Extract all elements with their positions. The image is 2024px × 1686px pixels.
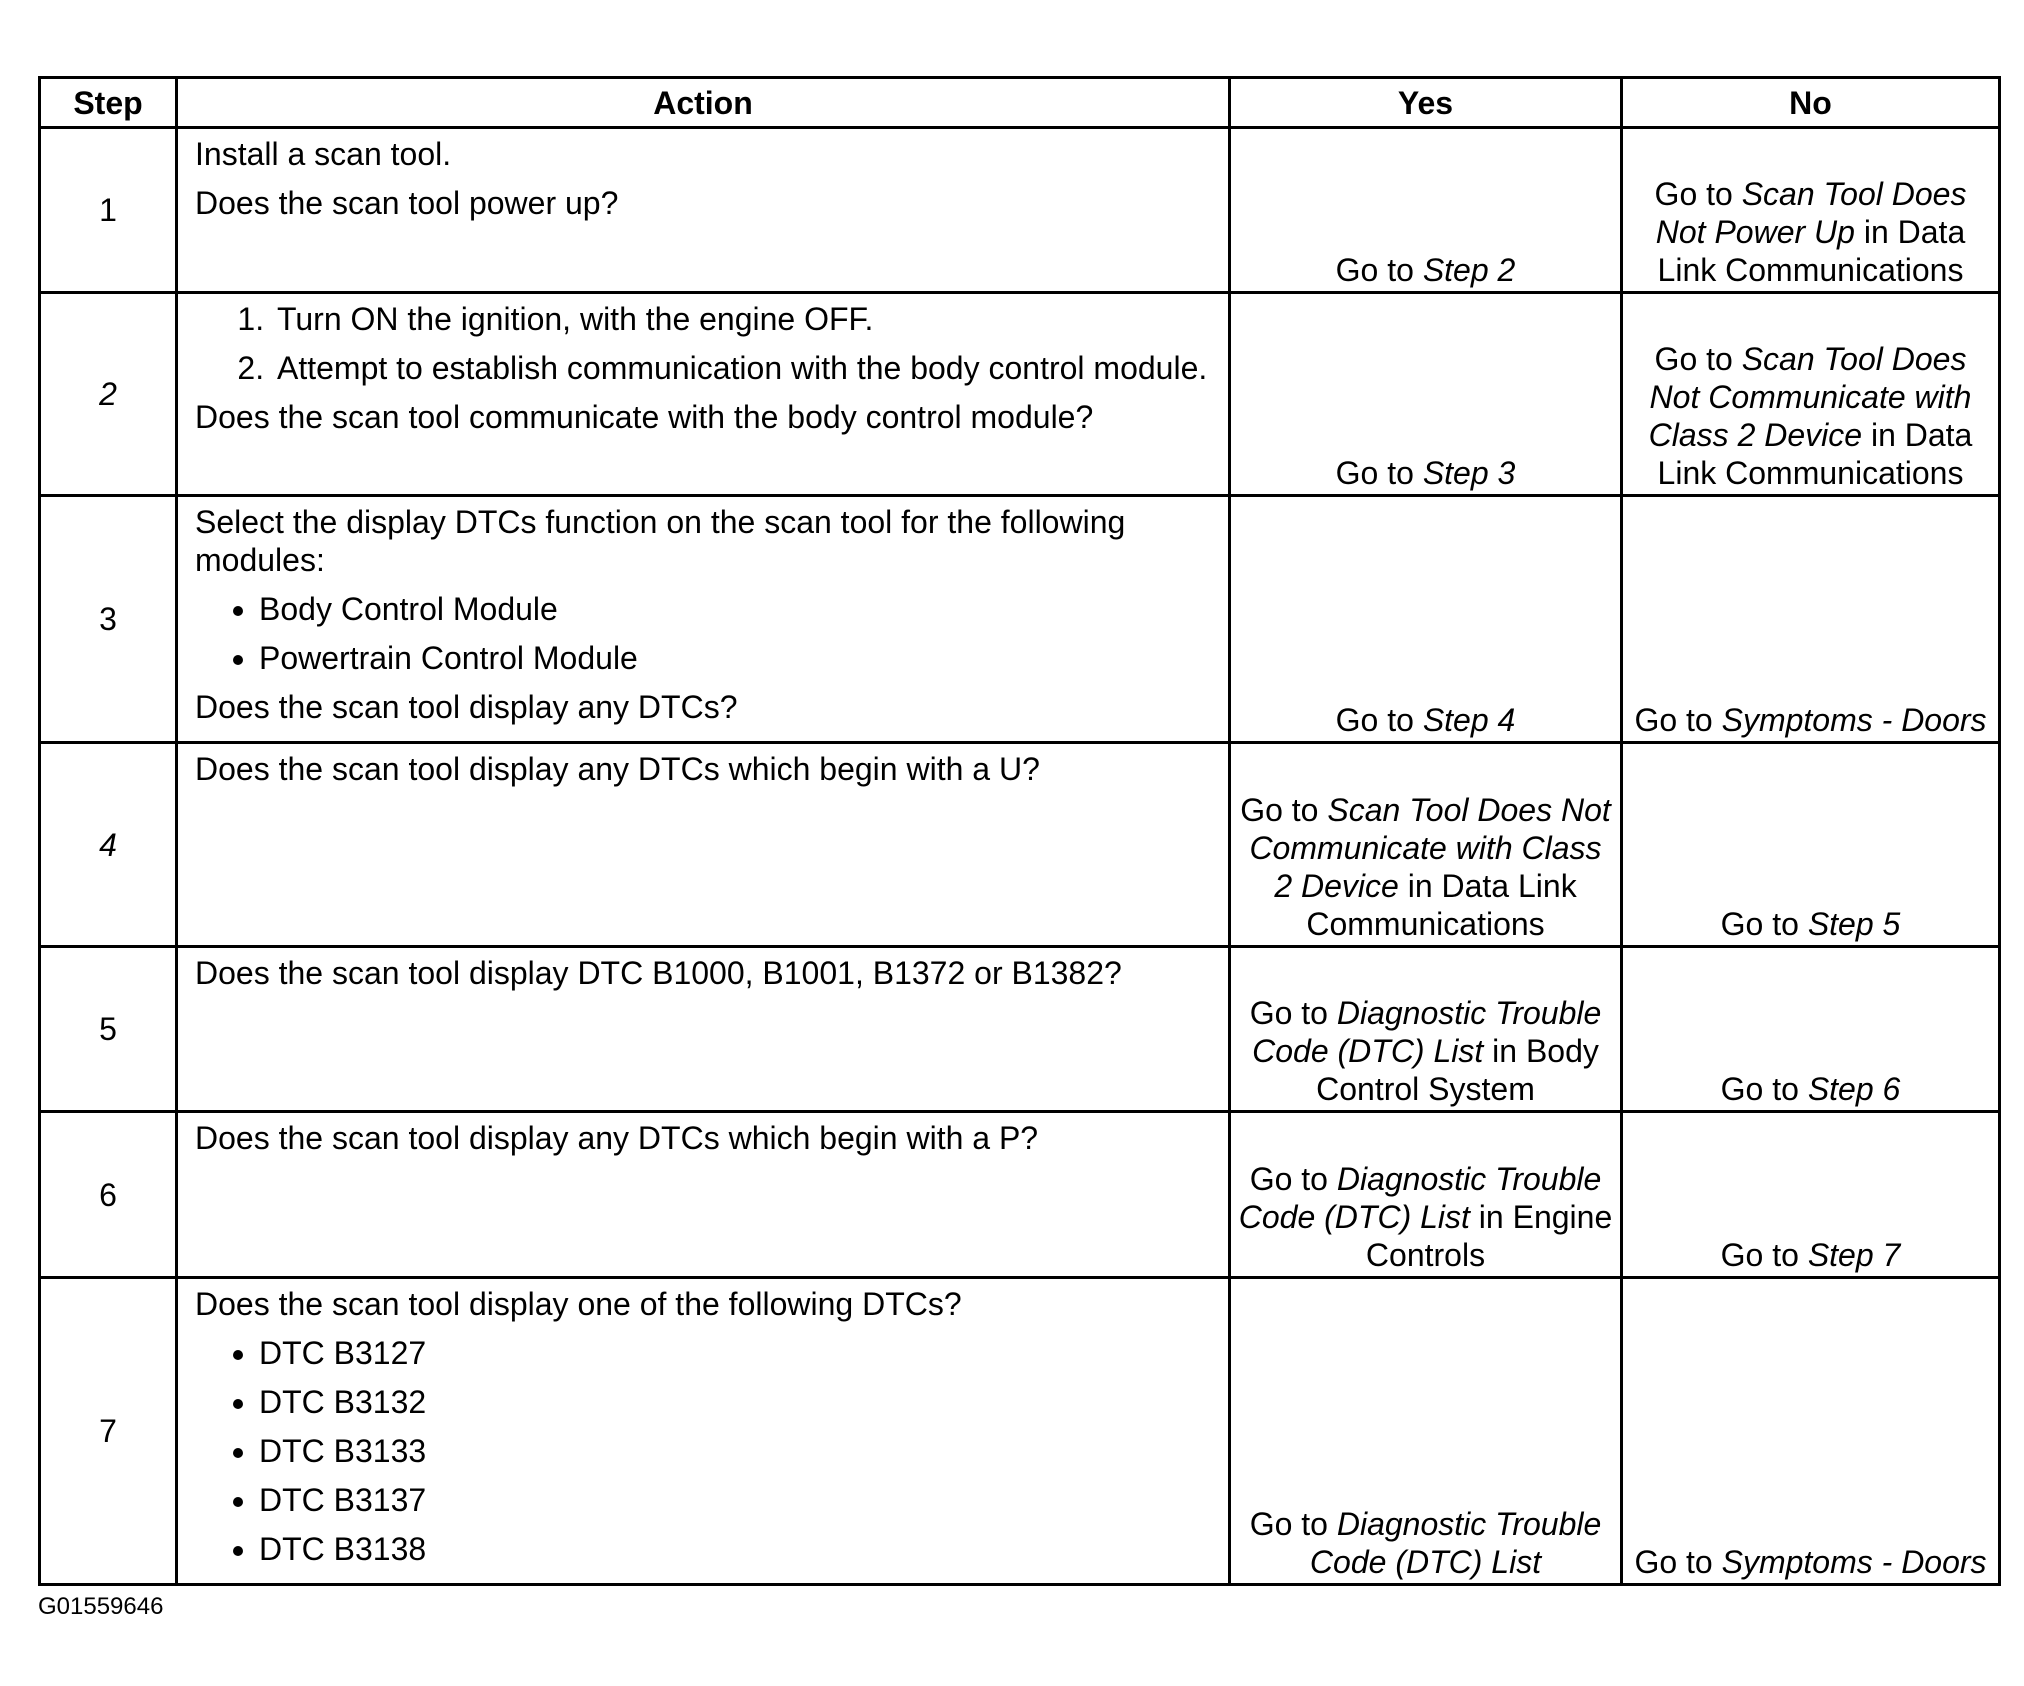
action-question: Does the scan tool display any DTCs? [195,689,738,725]
figure-id: G01559646 [38,1593,164,1620]
yes-lead: Go to [1249,995,1328,1031]
no-link[interactable]: Step 6 [1807,1071,1901,1107]
action-cell [177,1278,1230,1585]
table-row [40,1112,2000,1278]
table-row [40,743,2000,947]
yes-lead: Go to [1249,1161,1328,1197]
list-item: 2. Attempt to establish communication with the body control module. [273,349,1214,387]
no-cell [1622,947,2000,1112]
action-text: Select the display DTCs function on the scan tool for the following modules: [195,504,1126,578]
action-cell [177,293,1230,496]
list-item: • DTC B3132 [259,1383,1214,1421]
no-lead: Go to [1720,1071,1799,1107]
header-step: Step [40,78,177,128]
action-cell [177,947,1230,1112]
yes-tail: in Body Control System [1316,1033,1599,1107]
step-number: 3 [40,496,177,743]
table-row [40,293,2000,496]
list-item: • DTC B3127 [259,1334,1214,1372]
no-link[interactable]: Symptoms - Doors [1721,702,1987,738]
header-yes: Yes [1230,78,1622,128]
yes-lead: Go to [1335,455,1414,491]
list-item: 1. Turn ON the ignition, with the engine OFF. [273,300,1214,338]
diagnostic-table [38,76,2001,1586]
step-number: 1 [40,128,177,293]
no-lead: Go to [1720,1237,1799,1273]
action-question: Does the scan tool display DTC B1000, B1001, B1372 or B1382? [195,955,1122,991]
action-question: Does the scan tool display any DTCs which begin with a P? [195,1120,1039,1156]
no-cell [1622,743,2000,947]
no-cell [1622,1278,2000,1585]
yes-cell [1230,947,1622,1112]
no-link[interactable]: Scan Tool Does Not Power Up [1655,176,1967,250]
no-link[interactable]: Symptoms - Doors [1721,1544,1987,1580]
yes-tail: in Engine Controls [1365,1199,1613,1273]
list-item: • DTC B3133 [259,1432,1214,1470]
action-question: Does the scan tool display any DTCs which begin with a U? [195,751,1040,787]
action-cell [177,743,1230,947]
action-text: Install a scan tool. [195,136,452,172]
action-cell [177,128,1230,293]
header-no: No [1622,78,2000,128]
action-question: Does the scan tool power up? [195,185,619,221]
yes-cell [1230,1112,1622,1278]
no-tail: in Data Link Communications [1657,214,1966,288]
yes-lead: Go to [1335,252,1414,288]
yes-link[interactable]: Step 4 [1422,702,1516,738]
step-number: 5 [40,947,177,1112]
action-question: Does the scan tool display one of the following DTCs? [195,1286,962,1322]
action-cell [177,496,1230,743]
header-action: Action [177,78,1230,128]
table-row [40,947,2000,1112]
action-bullet-list [195,1334,1214,1568]
action-numbered-list [195,300,1214,387]
header-row [40,78,2000,128]
yes-cell [1230,496,1622,743]
step-number: 4 [40,743,177,947]
no-cell [1622,496,2000,743]
action-bullet-list [195,590,1214,677]
step-number: 6 [40,1112,177,1278]
yes-lead: Go to [1335,702,1414,738]
no-lead: Go to [1654,341,1733,377]
no-cell [1622,293,2000,496]
yes-lead: Go to [1249,1506,1328,1542]
yes-lead: Go to [1240,792,1319,828]
yes-cell [1230,293,1622,496]
yes-cell [1230,743,1622,947]
yes-cell [1230,128,1622,293]
no-lead: Go to [1634,702,1713,738]
list-item: • Body Control Module [259,590,1214,628]
list-item: • Powertrain Control Module [259,639,1214,677]
no-link[interactable]: Step 7 [1807,1237,1901,1273]
no-lead: Go to [1654,176,1733,212]
no-link[interactable]: Step 5 [1807,906,1901,942]
no-lead: Go to [1720,906,1799,942]
step-number: 2 [40,293,177,496]
step-number: 7 [40,1278,177,1585]
table-row [40,496,2000,743]
yes-link[interactable]: Step 3 [1422,455,1516,491]
table-row [40,128,2000,293]
yes-link[interactable]: Step 2 [1422,252,1516,288]
action-cell [177,1112,1230,1278]
yes-cell [1230,1278,1622,1585]
action-question: Does the scan tool communicate with the body control module? [195,399,1094,435]
yes-link[interactable]: Diagnostic Trouble Code (DTC) List [1238,1161,1602,1235]
yes-link[interactable]: Diagnostic Trouble Code (DTC) List [1252,995,1602,1069]
no-cell [1622,1112,2000,1278]
list-item: • DTC B3138 [259,1530,1214,1568]
yes-link[interactable]: Scan Tool Does Not Communicate with Class 2 Device [1249,792,1611,904]
yes-tail: in Data Link Communications [1306,868,1577,942]
list-item: • DTC B3137 [259,1481,1214,1519]
no-link[interactable]: Scan Tool Does Not Communicate with Class 2 Device [1648,341,1972,453]
no-cell [1622,128,2000,293]
yes-link[interactable]: Diagnostic Trouble Code (DTC) List [1309,1506,1602,1580]
table-row [40,1278,2000,1585]
no-lead: Go to [1634,1544,1713,1580]
no-tail: in Data Link Communications [1657,417,1973,491]
